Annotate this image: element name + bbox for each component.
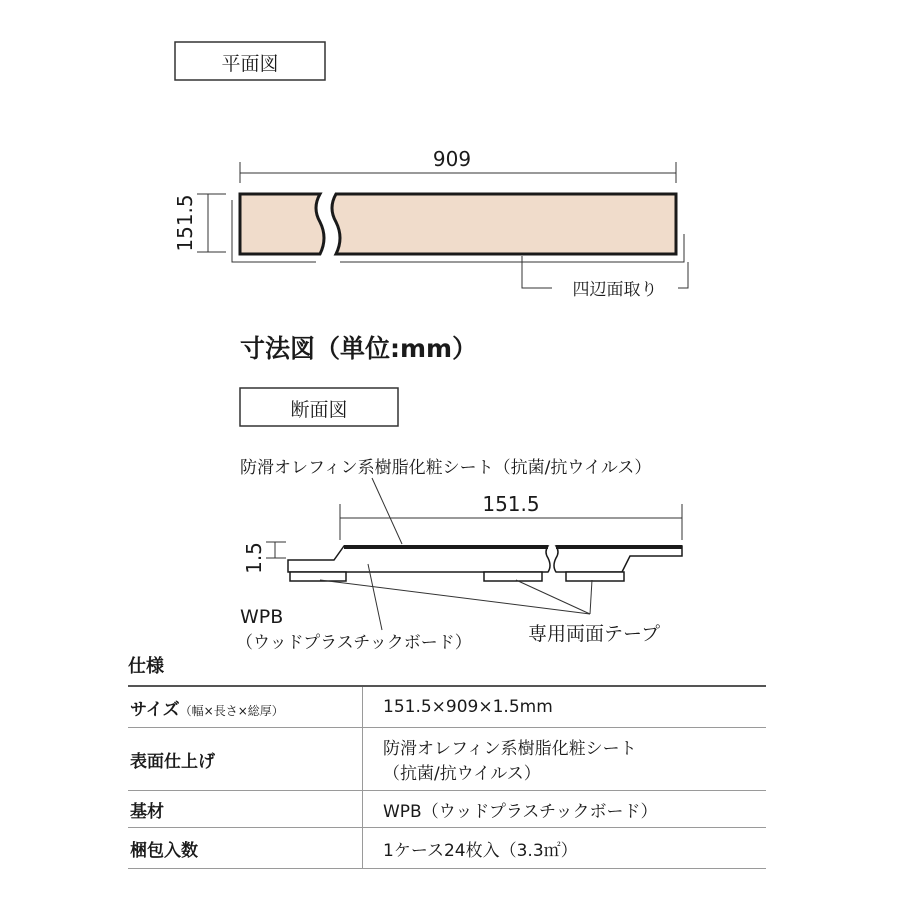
tape-leader-3 — [590, 580, 592, 614]
spec-table — [128, 685, 766, 869]
spec-title: 仕様 — [128, 656, 164, 677]
plan-board — [232, 194, 684, 262]
chamfer-note: 四辺面取り — [572, 280, 658, 300]
surface-note: 防滑オレフィン系樹脂化粧シート（抗菌/抗ウイルス） — [240, 458, 652, 478]
core-leader — [368, 564, 382, 630]
section-thickness-dimension — [242, 542, 286, 574]
surface-leader — [372, 478, 402, 544]
spec-row-surface — [128, 728, 766, 791]
spec-value-size: 151.5×909×1.5mm — [363, 686, 767, 728]
plan-view-label-box — [175, 42, 325, 80]
section-width-dimension — [340, 492, 682, 540]
spec-value-surface: 防滑オレフィン系樹脂化粧シート （抗菌/抗ウイルス） — [363, 728, 767, 791]
plan-width-text: 151.5 — [173, 194, 197, 252]
spec-row-size — [128, 686, 766, 728]
core-label: WPB — [240, 606, 284, 628]
dimension-title: 寸法図（単位:mm） — [240, 334, 478, 363]
section-view-label: 断面図 — [290, 399, 348, 421]
tape-leader-1 — [320, 580, 590, 614]
spec-row-packing — [128, 828, 766, 869]
section-profile — [288, 545, 682, 581]
section-view-label-box — [240, 388, 398, 426]
section-width-text: 151.5 — [482, 492, 540, 516]
spec-value-packing: 1ケース24枚入（3.3㎡） — [363, 828, 767, 869]
spec-key-packing: 梱包入数 — [128, 828, 363, 869]
spec-key-size: サイズ（幅×長さ×総厚） — [128, 686, 363, 728]
tape-note: 専用両面テープ — [528, 623, 661, 645]
spec-key-size-sub: （幅×長さ×総厚） — [179, 703, 284, 718]
spec-key-surface: 表面仕上げ — [128, 728, 363, 791]
plan-length-dimension — [240, 147, 676, 183]
plan-view-label: 平面図 — [221, 53, 279, 75]
spec-value-base: WPB（ウッドプラスチックボード） — [363, 791, 767, 828]
section-thickness-text: 1.5 — [242, 542, 266, 574]
spec-key-base: 基材 — [128, 791, 363, 828]
spec-row-base — [128, 791, 766, 828]
plan-width-dimension — [173, 194, 226, 252]
chamfer-callout — [522, 256, 688, 300]
core-sub-label: （ウッドプラスチックボード） — [236, 633, 472, 653]
plan-length-text: 909 — [432, 147, 472, 171]
